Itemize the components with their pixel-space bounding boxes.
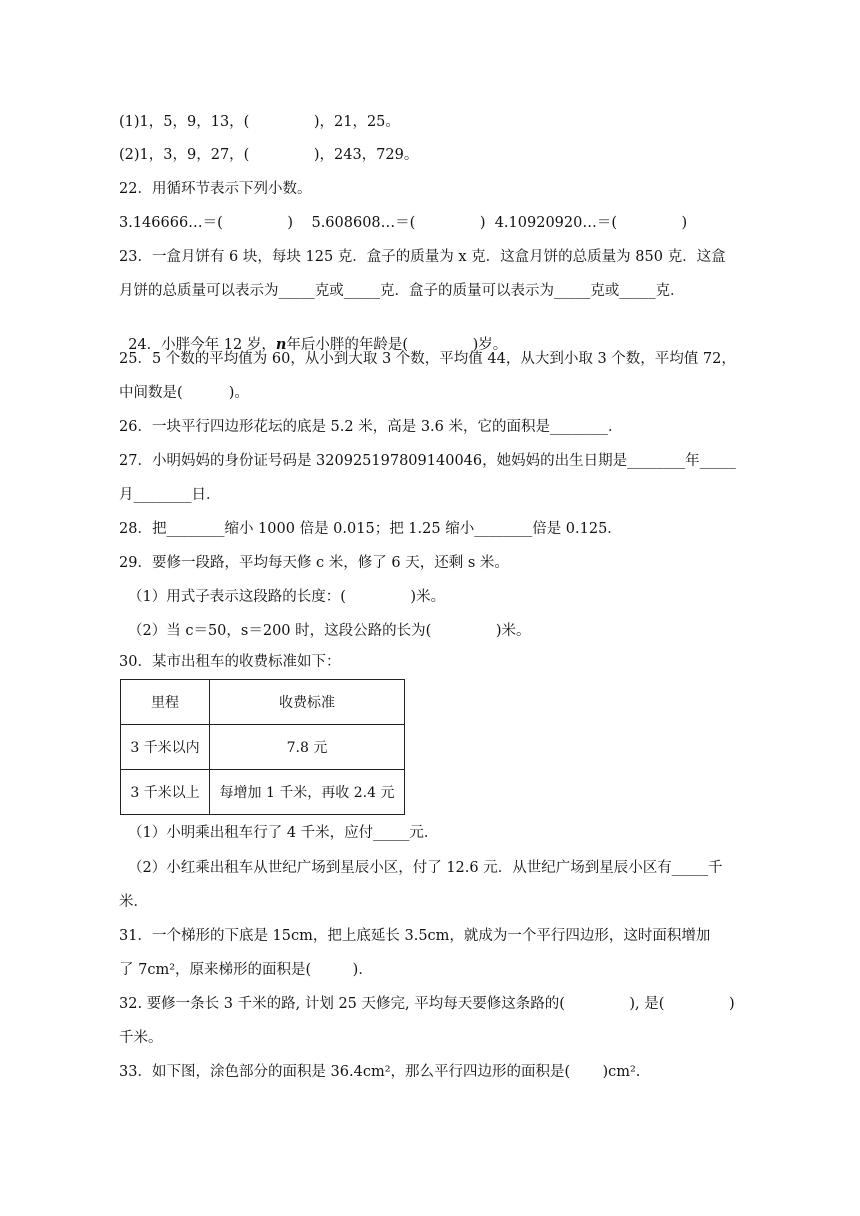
question-25-line1: 25．5 个数的平均值为 60，从小到大取 3 个数，平均值 44，从大到小取 3 个数，平均值 72， (119, 351, 736, 367)
question-30-part2-line1: （2）小红乘出租车从世纪广场到星辰小区，付了 12.6 元．从世纪广场到星辰小区有_____千 (128, 860, 723, 876)
question-23-line1: 23．一盒月饼有 6 块，每块 125 克．盒子的质量为 x 克．这盒月饼的总质量为 850 克．这盒 (119, 249, 726, 265)
question-25-line2: 中间数是( )。 (119, 385, 249, 401)
question-31-line1: 31．一个梯形的下底是 15cm，把上底延长 3.5cm，就成为一个平行四边形，这时面积增加 (119, 928, 711, 944)
question-32-line1: 32. 要修一条长 3 千米的路, 计划 25 天修完, 平均每天要修这条路的( ), 是( ) (119, 996, 735, 1012)
question-29-part1: （1）用式子表示这段路的长度：( )米。 (128, 589, 446, 605)
question-29-part2: （2）当 c＝50，s＝200 时，这段公路的长为( )米。 (128, 623, 531, 639)
question-22: 22．用循环节表示下列小数。 (119, 181, 312, 197)
table-header-row (121, 680, 405, 725)
question-27-line2: 月________日． (119, 487, 221, 503)
question-24-variable: n (275, 336, 287, 353)
question-30-part2-line2: 米． (119, 894, 148, 910)
table-cell: 3 千米以内 (121, 725, 210, 770)
line-seq-2: (2)1，3，9，27，( )，243，729。 (119, 147, 419, 163)
table-header-cell: 里程 (121, 680, 210, 725)
question-31-line2: 了 7cm²，原来梯形的面积是( )． (119, 962, 373, 978)
table-cell: 每增加 1 千米，再收 2.4 元 (210, 770, 405, 815)
question-29: 29．要修一段路，平均每天修 c 米，修了 6 天，还剩 s 米。 (119, 555, 509, 571)
question-22-items: 3.146666…＝( ) 5.608608…＝( ) 4.10920920…＝( ) (119, 215, 688, 231)
table-cell: 7.8 元 (210, 725, 405, 770)
line-seq-1: (1)1，5，9，13，( )，21，25。 (119, 114, 400, 130)
question-24-pre: 24．小胖今年 12 岁， (128, 337, 276, 353)
question-26: 26．一块平行四边形花坛的底是 5.2 米，高是 3.6 米，它的面积是________． (119, 419, 623, 435)
question-24-post: 年后小胖的年龄是( )岁。 (286, 337, 508, 353)
table-row (121, 725, 405, 770)
question-33: 33．如下图，涂色部分的面积是 36.4cm²，那么平行四边形的面积是( )cm². (119, 1064, 641, 1080)
question-27-line1: 27．小明妈妈的身份证号码是 320925197809140046，她妈妈的出生日期是________年_____ (119, 453, 736, 469)
question-23-line2: 月饼的总质量可以表示为_____克或_____克．盒子的质量可以表示为_____克或_____克． (119, 283, 685, 299)
table-cell: 3 千米以上 (121, 770, 210, 815)
question-30-part1: （1）小明乘出租车行了 4 千米，应付_____元． (128, 825, 439, 841)
table-header-cell: 收费标准 (210, 680, 405, 725)
question-28: 28．把________缩小 1000 倍是 0.015；把 1.25 缩小________倍是 0.125． (119, 521, 622, 537)
fare-table (120, 679, 405, 815)
question-30: 30．某市出租车的收费标准如下： (119, 654, 341, 670)
table-row (121, 770, 405, 815)
question-32-line2: 千米。 (119, 1030, 163, 1046)
